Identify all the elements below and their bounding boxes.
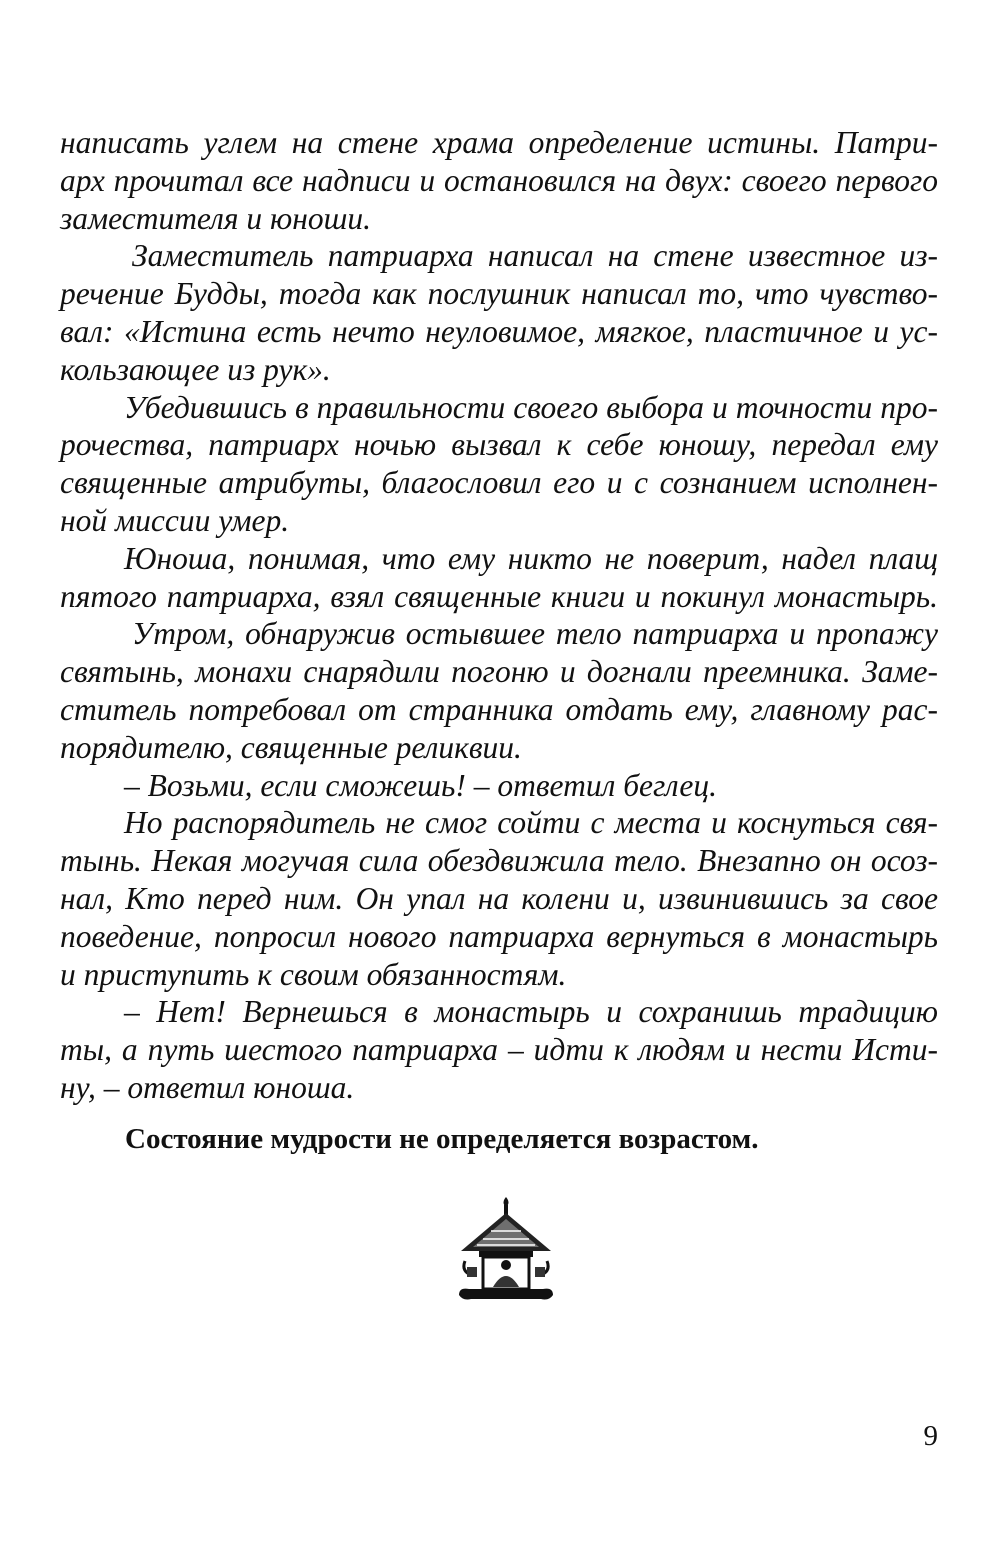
text-line: кользающее из рук». — [60, 351, 331, 387]
text-line: священные атрибуты, благословил его и с сознанием исполнен- — [60, 465, 938, 501]
page-number: 9 — [923, 1420, 938, 1452]
text-line: ной миссии умер. — [60, 502, 290, 538]
text-line: заместителя и юноши. — [60, 200, 372, 236]
body-text — [60, 124, 938, 1107]
text-line: написать углем на стене храма определение истины. Патри- — [60, 125, 938, 160]
maxim-heading: Состояние мудрости не определяется возрастом. — [125, 1123, 759, 1155]
text-line: речение Будды, тогда как послушник написал то, что чувство- — [60, 276, 938, 312]
text-line: Заместитель патриарха написал на стене известное из- — [132, 238, 938, 274]
text-line: Убедившись в правильности своего выбора и точности про- — [124, 389, 938, 425]
text-line: арх прочитал все надписи и остановился на двух: своего первого — [60, 162, 938, 198]
text-line: и приступить к своим обязанностям. — [60, 956, 567, 992]
text-line: святынь, монахи снарядили погоню и догнали преемника. Заме- — [60, 654, 938, 690]
text-line: порядителю, священные реликвии. — [60, 729, 522, 765]
text-line: Юноша, понимая, что ему никто не поверит, надел плащ — [124, 540, 938, 576]
text-line: – Нет! Вернешься в монастырь и сохранишь традицию — [124, 994, 938, 1030]
text-line: рочества, патриарх ночью вызвал к себе юношу, передал ему — [60, 427, 938, 463]
text-line: ститель потребовал от странника отдать ему, главному рас- — [60, 691, 938, 727]
text-line: – Возьми, если сможешь! – ответил беглец. — [124, 767, 718, 803]
text-line: нал, Кто перед ним. Он упал на колени и, извинившись за свое — [60, 880, 938, 916]
pagoda-buddha-vignette-icon — [453, 1195, 559, 1313]
text-line: тынь. Некая могучая сила обездвижила тело. Внезапно он осоз- — [60, 843, 938, 879]
text-line: Утром, обнаружив остывшее тело патриарха и пропажу — [132, 616, 938, 652]
text-line: вал: «Истина есть нечто неуловимое, мягкое, пластичное и ус- — [60, 313, 938, 349]
text-line: ты, а путь шестого патриарха – идти к людям и нести Исти- — [60, 1032, 938, 1068]
text-line: поведение, попросил нового патриарха вернуться в монастырь — [60, 918, 938, 954]
text-line: Но распорядитель не смог сойти с места и коснуться свя- — [124, 805, 938, 841]
text-line: пятого патриарха, взял священные книги и покинул монастырь. — [60, 578, 938, 614]
text-line: ну, – ответил юноша. — [60, 1069, 355, 1105]
